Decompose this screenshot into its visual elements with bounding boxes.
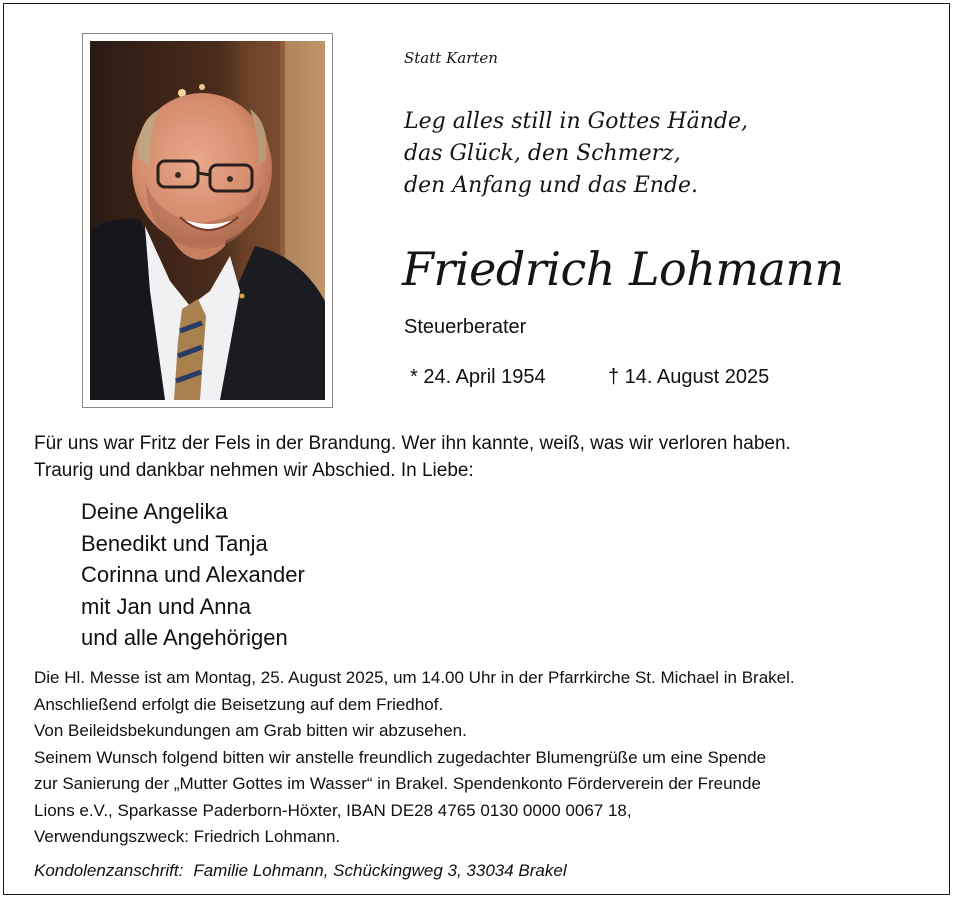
statt-karten-header: Statt Karten (404, 49, 498, 67)
profession: Steuerberater (404, 316, 527, 338)
details-line: Lions e.V., Sparkasse Paderborn-Höxter, IBAN DE28 4765 0130 0000 0067 18, (34, 800, 632, 820)
details-line: Verwendungszweck: Friedrich Lohmann. (34, 827, 341, 846)
verse (404, 106, 748, 202)
intro-line: Traurig und dankbar nehmen wir Abschied. In Liebe: (34, 460, 474, 481)
family-member: und alle Angehörigen (81, 625, 288, 650)
family-list (81, 496, 305, 654)
family-member: mit Jan und Anna (81, 593, 252, 619)
intro-line: Für uns war Fritz der Fels in der Brandung. Wer ihn kannte, weiß, was wir verloren haben. (34, 433, 791, 454)
address-label: Kondolenzanschrift: (34, 861, 184, 880)
birth-date: * 24. April 1954 (410, 366, 546, 388)
deceased-name: Friedrich Lohmann (402, 242, 844, 296)
family-member: Deine Angelika (81, 499, 228, 524)
condolence-address (34, 861, 567, 881)
portrait-photo-frame (82, 33, 333, 408)
address-text: Familie Lohmann, Schückingweg 3, 33034 Brakel (193, 861, 567, 880)
details-line: zur Sanierung der „Mutter Gottes im Wasser“ in Brakel. Spendenkonto Förderverein der Freunde (34, 774, 761, 793)
intro-text (34, 430, 934, 484)
death-date: † 14. August 2025 (608, 366, 770, 388)
details-line: Anschließend erfolgt die Beisetzung auf dem Friedhof. (34, 694, 444, 714)
verse-line: das Glück, den Schmerz, (404, 141, 681, 166)
verse-line: den Anfang und das Ende. (404, 173, 699, 198)
funeral-details (34, 665, 939, 851)
verse-line: Leg alles still in Gottes Hände, (404, 109, 748, 134)
family-member: Benedikt und Tanja (81, 530, 268, 556)
family-member: Corinna und Alexander (81, 562, 305, 587)
details-line: Seinem Wunsch folgend bitten wir anstelle freundlich zugedachter Blumengrüße um eine Spende (34, 747, 767, 767)
details-line: Von Beileidsbekundungen am Grab bitten wir abzusehen. (34, 721, 467, 740)
portrait-photo (90, 41, 325, 400)
details-line: Die Hl. Messe ist am Montag, 25. August 2025, um 14.00 Uhr in der Pfarrkirche St. Michael in Brakel. (34, 668, 795, 687)
